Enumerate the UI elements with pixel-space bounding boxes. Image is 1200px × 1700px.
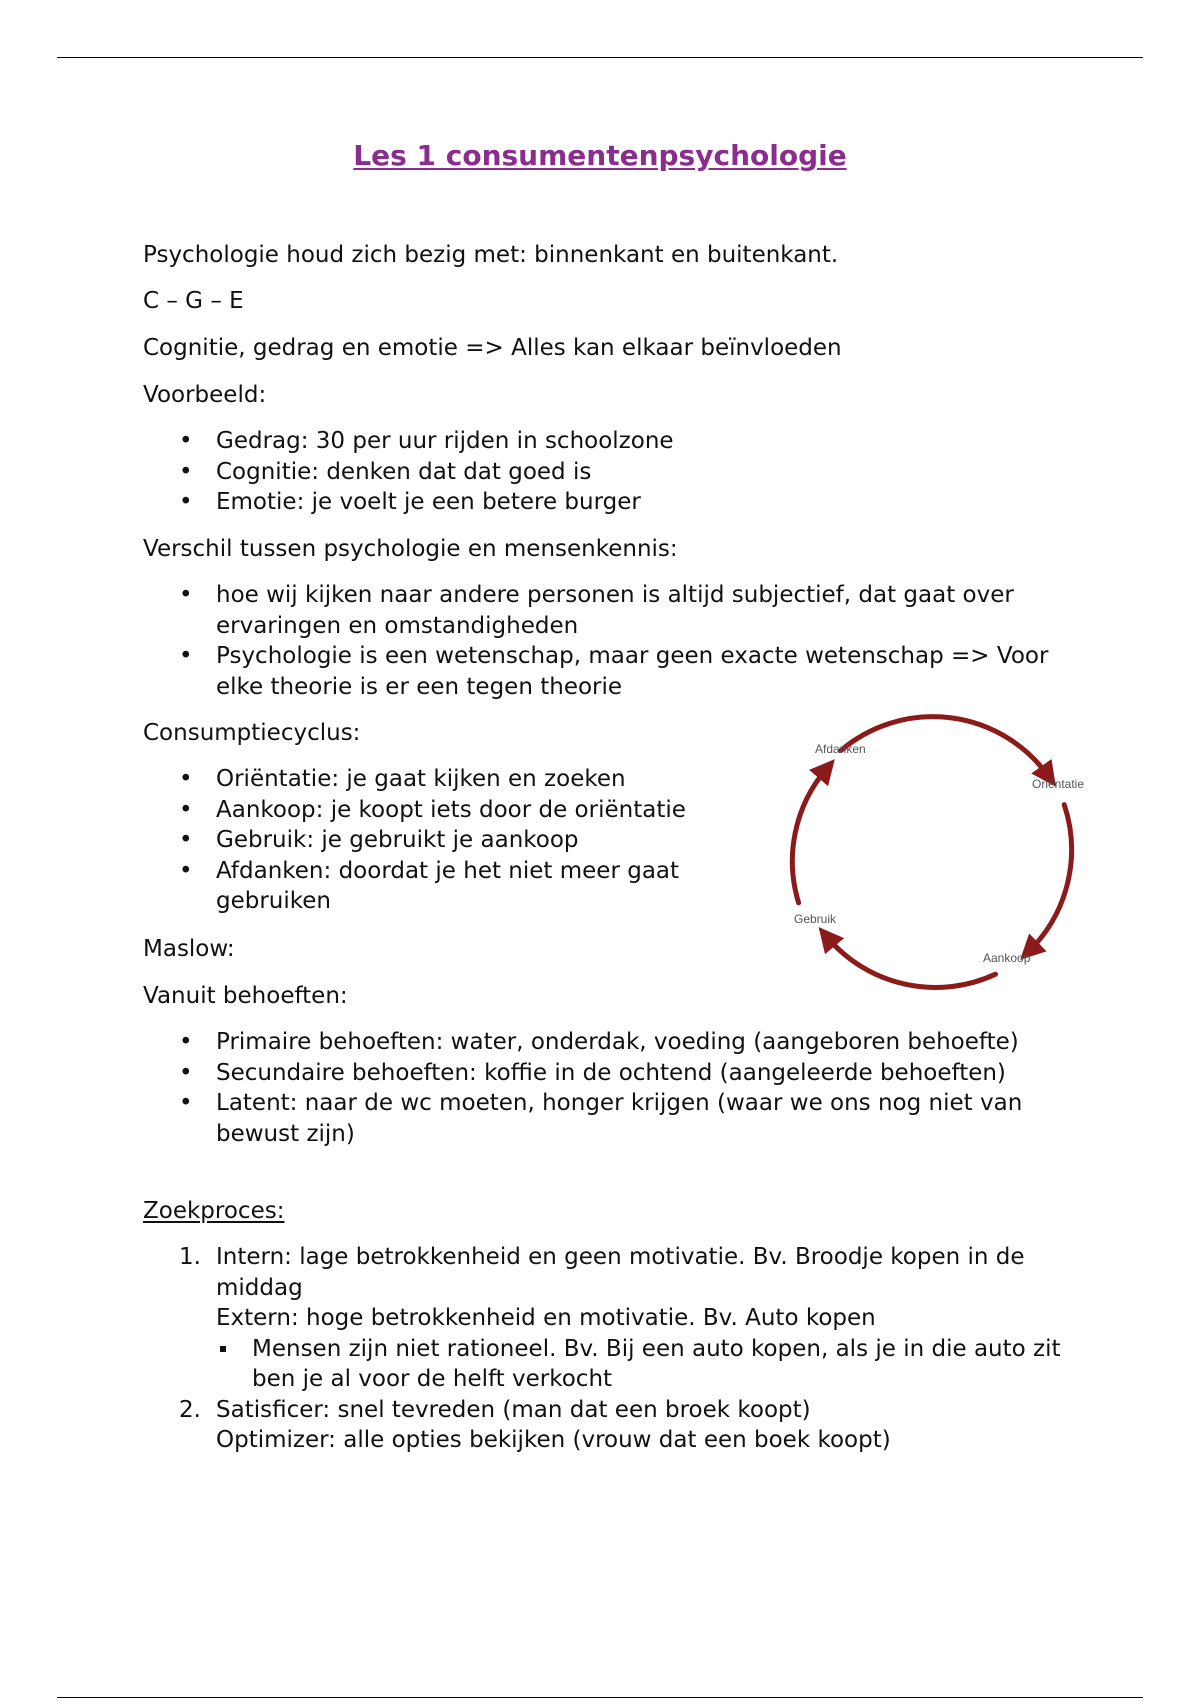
needs-label: Vanuit behoeften: <box>143 983 348 1009</box>
consumption-cycle-diagram <box>770 690 1110 1010</box>
bullet-icon: • <box>179 766 193 792</box>
example-list <box>143 426 1043 518</box>
arrow-aankoop-gebruik <box>827 937 996 988</box>
list-item: 2. Satisficer: snel tevreden (man dat een broek koopt) Optimizer: alle opties bekijken (vrouw dat een boek koopt) <box>179 1396 891 1453</box>
arrow-orientatie-aankoop <box>1029 805 1072 952</box>
search-list <box>143 1242 1083 1456</box>
cycle-label-gebruik: Gebruik <box>794 912 837 926</box>
arrow-gebruik-afdanken <box>792 769 826 903</box>
cycle-label-afdanken: Afdanken <box>815 742 866 756</box>
cycle-label-aankoop: Aankoop <box>983 951 1031 965</box>
bullet-icon: • <box>179 1029 193 1055</box>
cycle-arrows <box>792 717 1071 988</box>
list-item: • Gebruik: je gebruikt je aankoop <box>143 825 733 856</box>
list-item: • Aankoop: je koopt iets door de oriëntatie <box>143 795 733 826</box>
example-label: Voorbeeld: <box>143 382 267 408</box>
list-item: • Psychologie is een wetenschap, maar geen exacte wetenschap => Voor elke theorie is er een tegen theorie <box>179 643 1049 700</box>
search-label: Zoekproces: <box>143 1198 285 1224</box>
list-item: • Gedrag: 30 per uur rijden in schoolzone <box>143 426 1043 457</box>
bullet-icon: • <box>179 1059 193 1086</box>
intro-line-3: Cognitie, gedrag en emotie => Alles kan elkaar beïnvloeden <box>143 335 842 361</box>
list-item: • Latent: naar de wc moeten, honger krijgen (waar we ons nog niet van bewust zijn) <box>179 1090 1023 1147</box>
cycle-list <box>143 764 733 917</box>
list-item: Mensen zijn niet rationeel. Bv. Bij een auto kopen, als je in die auto zit ben je al voor de helft verkocht <box>216 1334 1083 1395</box>
page-title: Les 1 consumentenpsychologie <box>353 139 847 172</box>
square-bullet-icon <box>220 1346 226 1352</box>
arrow-afdanken-orientatie <box>841 717 1049 777</box>
list-item: • Emotie: je voelt je een betere burger <box>143 487 1043 518</box>
intro-line-1: Psychologie houd zich bezig met: binnenkant en buitenkant. <box>143 242 839 268</box>
bottom-rule <box>57 1697 1143 1698</box>
maslow-label: Maslow: <box>143 936 235 962</box>
search-sublist <box>216 1334 1083 1395</box>
intro-line-2: C – G – E <box>143 288 244 314</box>
bullet-icon: • <box>179 643 193 669</box>
list-item: • Afdanken: doordat je het niet meer gaat gebruiken <box>179 857 680 914</box>
cycle-label: Consumptiecyclus: <box>143 720 361 746</box>
list-item: 1. Intern: lage betrokkenheid en geen motivatie. Bv. Broodje kopen in de middag Extern: hoge betrokkenheid en motivatie. Bv. Auto kopen Mensen zijn niet rationeel. Bv. Bij een auto kopen, als je in die auto zit ben je al voor de helft verkocht <box>143 1242 1083 1395</box>
bullet-icon: • <box>179 857 193 884</box>
list-item: • Secundaire behoeften: koffie in de ochtend (aangeleerde behoeften) <box>143 1058 1083 1089</box>
list-item: • Cognitie: denken dat dat goed is <box>143 457 1043 488</box>
bullet-icon: • <box>179 827 193 853</box>
bullet-icon: • <box>179 428 193 454</box>
cycle-label-orientatie: Oriëntatie <box>1032 777 1085 791</box>
bullet-icon: • <box>179 1090 193 1116</box>
top-rule <box>57 57 1143 58</box>
list-item: • hoe wij kijken naar andere personen is altijd subjectief, dat gaat over ervaringen en omstandigheden <box>179 582 1014 639</box>
list-item: • Oriëntatie: je gaat kijken en zoeken <box>143 764 733 795</box>
difference-label: Verschil tussen psychologie en mensenkennis: <box>143 536 678 562</box>
bullet-icon: • <box>179 458 193 485</box>
list-number: 2. <box>179 1396 201 1423</box>
list-number: 1. <box>179 1244 201 1270</box>
list-item: • Primaire behoeften: water, onderdak, voeding (aangeboren behoefte) <box>143 1027 1083 1058</box>
bullet-icon: • <box>179 489 193 515</box>
needs-list <box>143 1027 1083 1149</box>
difference-list <box>143 580 1083 702</box>
bullet-icon: • <box>179 582 193 608</box>
bullet-icon: • <box>179 796 193 823</box>
